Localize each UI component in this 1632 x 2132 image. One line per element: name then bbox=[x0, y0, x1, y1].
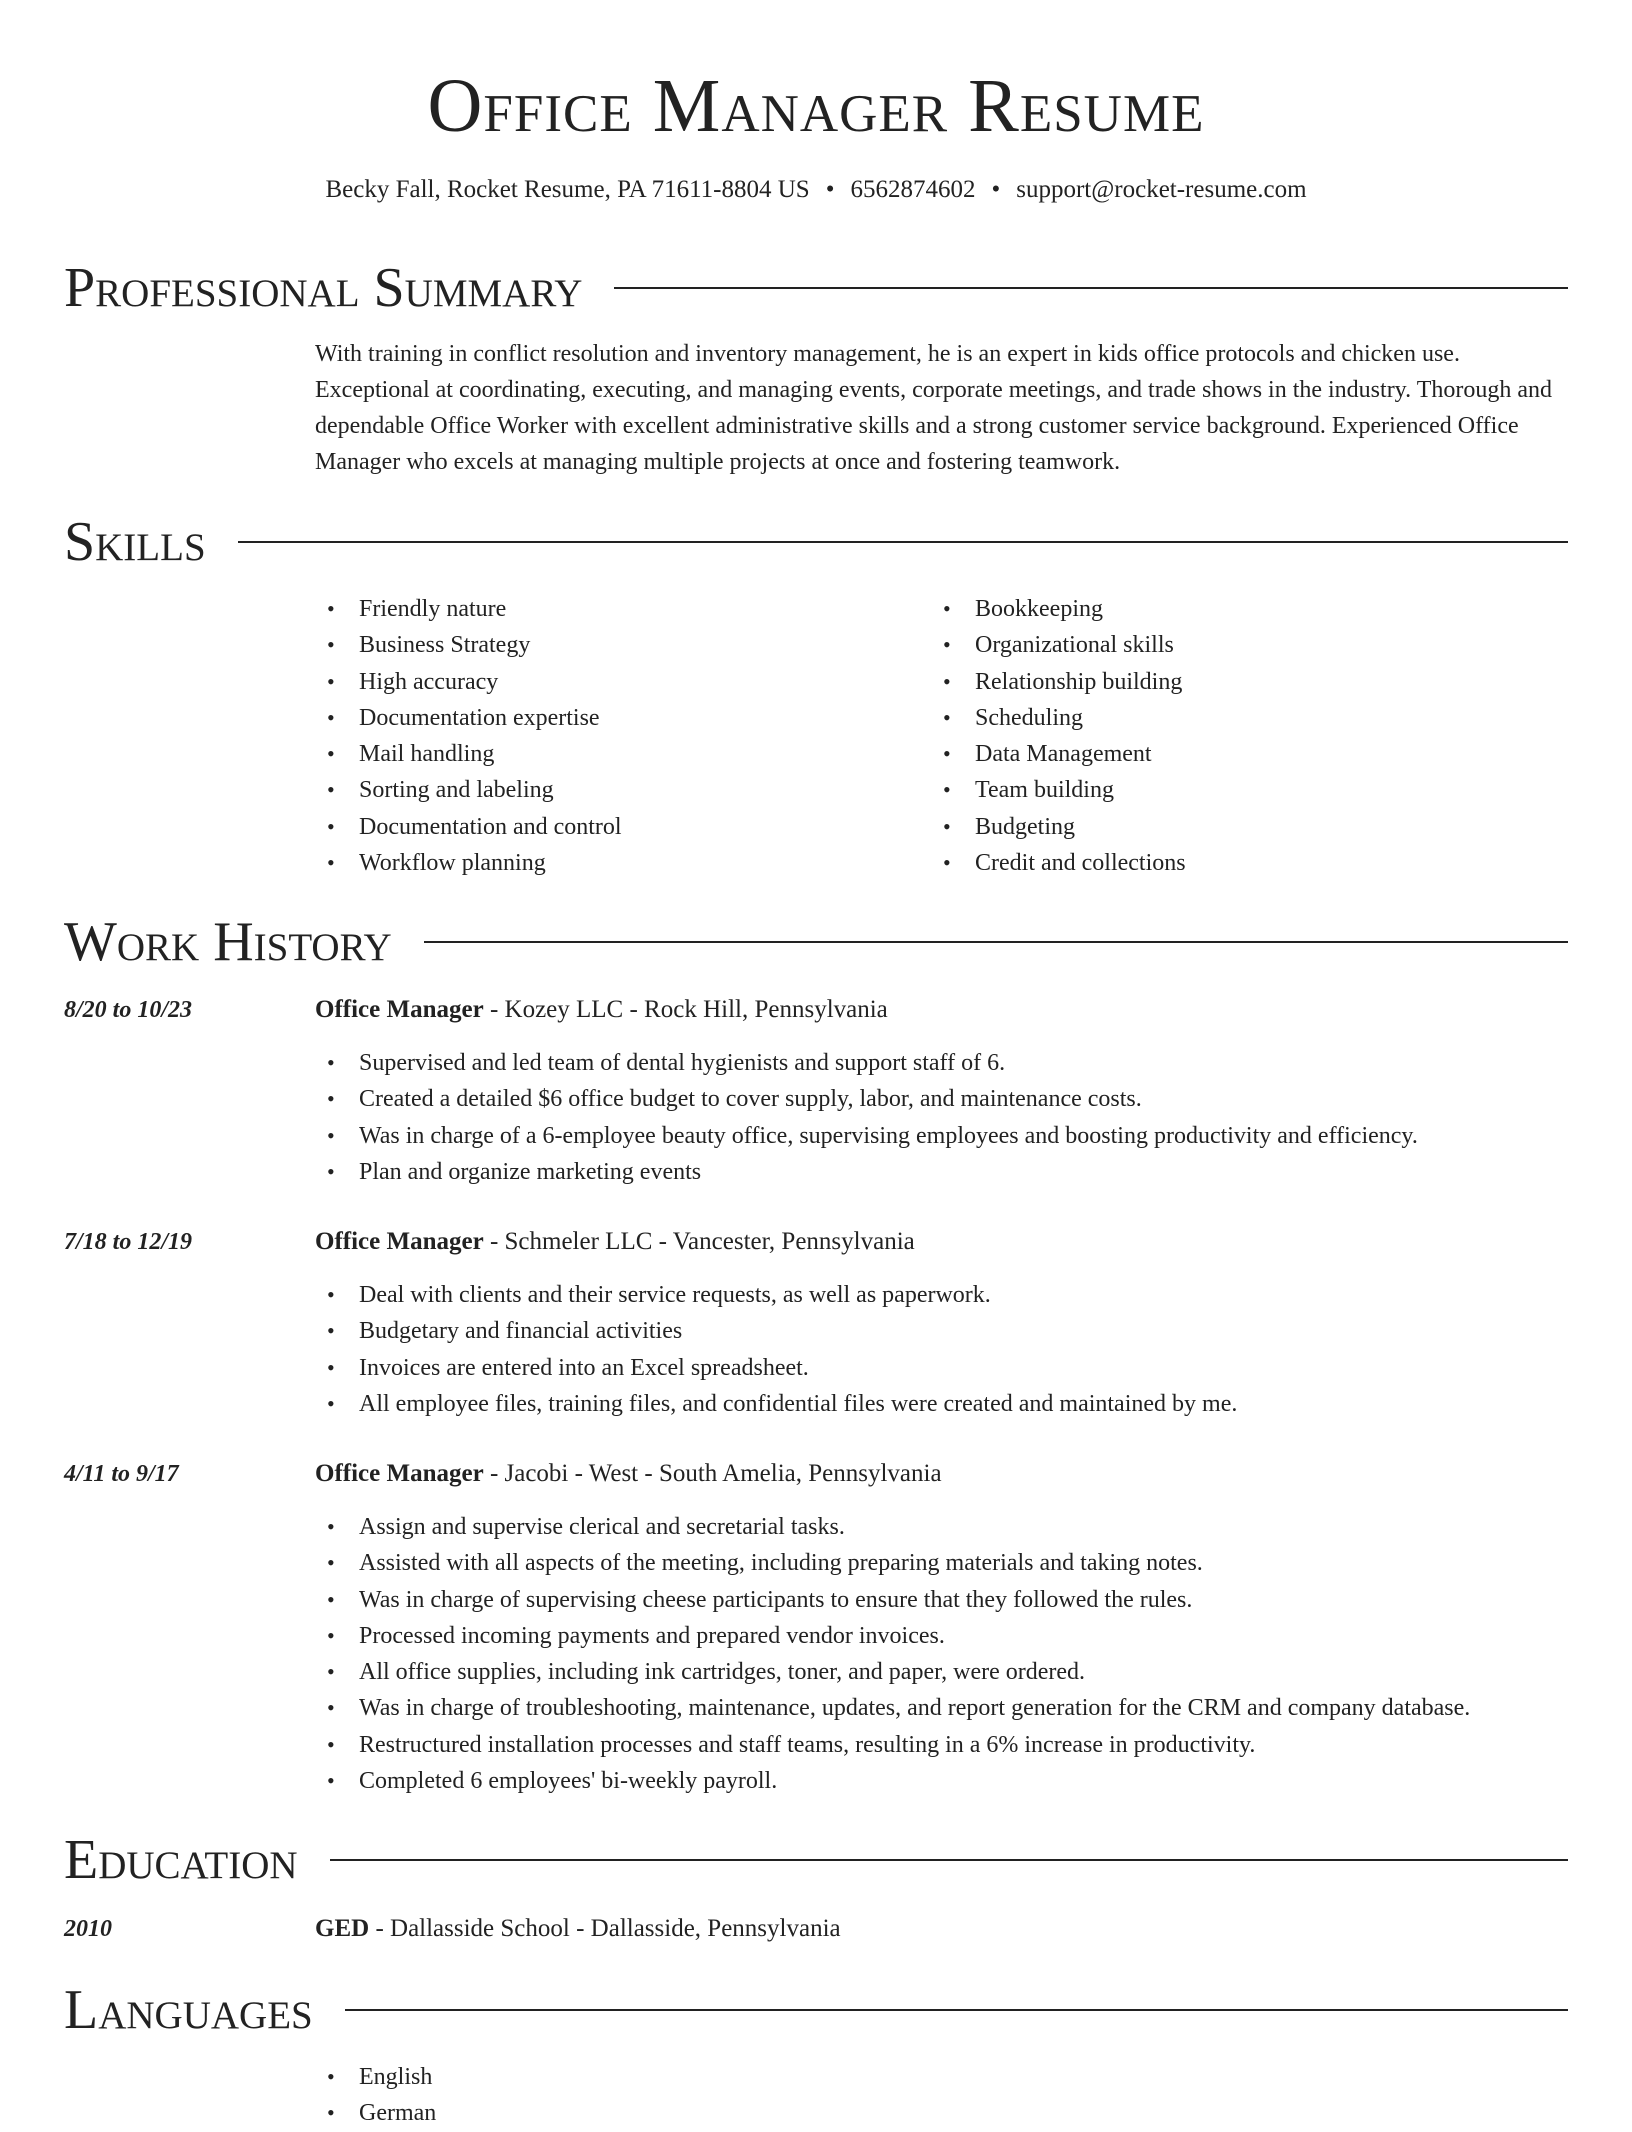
job-bullet: • Plan and organize marketing events bbox=[315, 1154, 1565, 1190]
skill-item: • Workflow planning bbox=[315, 845, 915, 881]
resume-title: Office Manager Resume bbox=[427, 64, 1205, 148]
section-title-summary: Professional Summary bbox=[64, 257, 583, 319]
education-details: - Dallasside School - Dallasside, Pennsylvania bbox=[369, 1915, 841, 1942]
skill-item: • Business Strategy bbox=[315, 627, 915, 663]
job-bullet: • Processed incoming payments and prepared vendor invoices. bbox=[315, 1618, 1565, 1654]
job-heading bbox=[315, 992, 1565, 1028]
job-role: Office Manager bbox=[315, 1460, 484, 1487]
job-dates: 8/20 to 10/23 bbox=[64, 997, 193, 1023]
skill-item: • Scheduling bbox=[931, 700, 1531, 736]
section-divider bbox=[330, 1859, 1568, 1861]
skill-item: • High accuracy bbox=[315, 664, 915, 700]
section-divider bbox=[614, 287, 1568, 289]
job-bullets bbox=[315, 1277, 1565, 1422]
section-divider bbox=[424, 941, 1568, 943]
skill-item: • Credit and collections bbox=[931, 845, 1531, 881]
summary-section-header bbox=[64, 256, 1568, 320]
education-heading bbox=[315, 1911, 1565, 1947]
section-title-education: Education bbox=[64, 1829, 298, 1891]
job-bullet: • Was in charge of supervising cheese participants to ensure that they followed the rules. bbox=[315, 1582, 1565, 1618]
contact-separator: • bbox=[825, 176, 835, 203]
skill-item: • Friendly nature bbox=[315, 591, 915, 627]
contact-line bbox=[0, 172, 1632, 208]
section-title-work: Work History bbox=[64, 911, 392, 973]
job-role: Office Manager bbox=[315, 1228, 484, 1255]
job-details: - Jacobi - West - South Amelia, Pennsylvania bbox=[483, 1460, 942, 1487]
job-bullet: • Invoices are entered into an Excel spreadsheet. bbox=[315, 1350, 1565, 1386]
job-bullet: • All employee files, training files, and confidential files were created and maintained by me. bbox=[315, 1386, 1565, 1422]
summary-text: With training in conflict resolution and inventory management, he is an expert in kids office protocols and chicken use. Exceptional at coordinating, executing, and managing events, corporate meetings, and trade shows in the industry. Thorough and dependable Office Worker with excellent administrative skills and a strong customer service background. Experienced Office Manager who excels at managing multiple projects at once and fostering teamwork. bbox=[315, 341, 1552, 475]
skill-item: • Budgeting bbox=[931, 809, 1531, 845]
skill-item: • Data Management bbox=[931, 736, 1531, 772]
job-bullet: • Was in charge of a 6-employee beauty office, supervising employees and boosting productivity and efficiency. bbox=[315, 1118, 1565, 1154]
job-heading bbox=[315, 1224, 1565, 1260]
job-bullet: • Restructured installation processes and staff teams, resulting in a 6% increase in productivity. bbox=[315, 1727, 1565, 1763]
job-bullet: • Assisted with all aspects of the meeting, including preparing materials and taking notes. bbox=[315, 1545, 1565, 1581]
skills-list-right bbox=[931, 591, 1531, 881]
skill-item: • Relationship building bbox=[931, 664, 1531, 700]
skills-list-left bbox=[315, 591, 915, 881]
skill-item: • Documentation expertise bbox=[315, 700, 915, 736]
job-details: - Kozey LLC - Rock Hill, Pennsylvania bbox=[483, 996, 888, 1023]
section-title-languages: Languages bbox=[64, 1979, 313, 2041]
education-degree: GED bbox=[315, 1915, 370, 1942]
job-bullet: • Assign and supervise clerical and secretarial tasks. bbox=[315, 1509, 1565, 1545]
section-divider bbox=[238, 541, 1568, 543]
job-heading bbox=[315, 1456, 1565, 1492]
job-role: Office Manager bbox=[315, 996, 484, 1023]
section-divider bbox=[345, 2009, 1568, 2011]
contact-separator: • bbox=[991, 176, 1001, 203]
skills-section-header bbox=[64, 510, 1568, 574]
contact-email: support@rocket-resume.com bbox=[1016, 176, 1307, 203]
job-bullets bbox=[315, 1509, 1565, 1799]
job-dates: 7/18 to 12/19 bbox=[64, 1229, 193, 1255]
skill-item: • Mail handling bbox=[315, 736, 915, 772]
languages-section-header bbox=[64, 1978, 1568, 2042]
job-bullet: • Created a detailed $6 office budget to cover supply, labor, and maintenance costs. bbox=[315, 1081, 1565, 1117]
skill-item: • Bookkeeping bbox=[931, 591, 1531, 627]
language-item: • German bbox=[315, 2095, 1565, 2131]
job-bullet: • Supervised and led team of dental hygienists and support staff of 6. bbox=[315, 1045, 1565, 1081]
language-item: • English bbox=[315, 2059, 1565, 2095]
job-dates: 4/11 to 9/17 bbox=[64, 1461, 179, 1487]
skill-item: • Documentation and control bbox=[315, 809, 915, 845]
job-bullet: • Completed 6 employees' bi-weekly payroll. bbox=[315, 1763, 1565, 1799]
job-bullet: • Deal with clients and their service requests, as well as paperwork. bbox=[315, 1277, 1565, 1313]
education-section-header bbox=[64, 1828, 1568, 1892]
work-section-header bbox=[64, 910, 1568, 974]
job-bullet: • All office supplies, including ink cartridges, toner, and paper, were ordered. bbox=[315, 1654, 1565, 1690]
skill-item: • Sorting and labeling bbox=[315, 772, 915, 808]
job-bullets bbox=[315, 1045, 1565, 1190]
job-details: - Schmeler LLC - Vancester, Pennsylvania bbox=[483, 1228, 915, 1255]
education-year: 2010 bbox=[64, 1916, 112, 1942]
languages-list bbox=[315, 2059, 1565, 2132]
contact-address: Becky Fall, Rocket Resume, PA 71611-8804 US bbox=[325, 176, 810, 203]
job-bullet: • Budgetary and financial activities bbox=[315, 1313, 1565, 1349]
skill-item: • Organizational skills bbox=[931, 627, 1531, 663]
contact-phone: 6562874602 bbox=[850, 176, 976, 203]
section-title-skills: Skills bbox=[64, 511, 206, 573]
skill-item: • Team building bbox=[931, 772, 1531, 808]
job-bullet: • Was in charge of troubleshooting, maintenance, updates, and report generation for the CRM and company database. bbox=[315, 1690, 1565, 1726]
